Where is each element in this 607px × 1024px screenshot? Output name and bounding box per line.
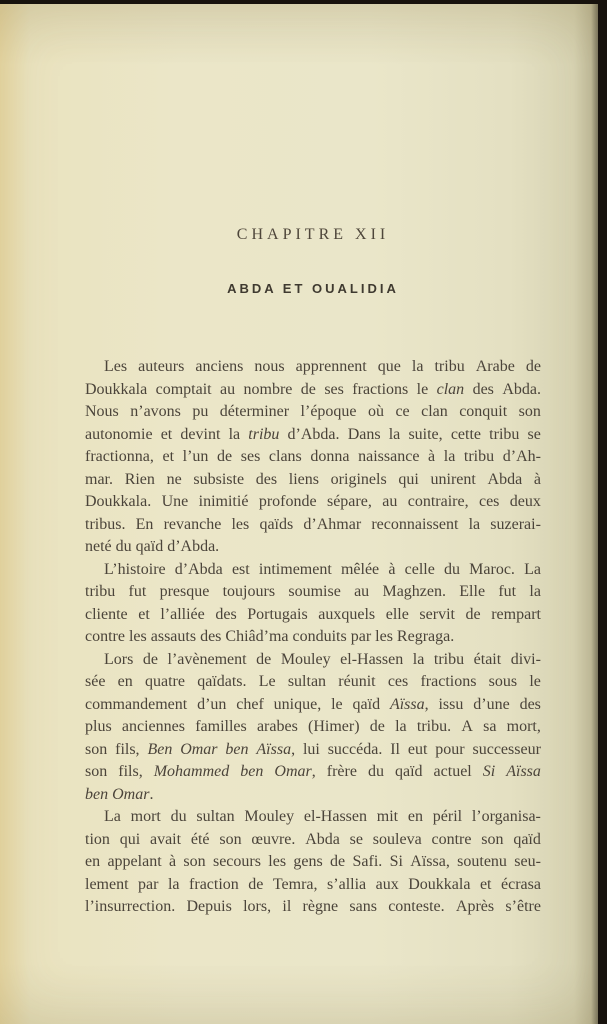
text-line (85, 851, 541, 874)
word: en (117, 673, 133, 690)
word: l’époque (300, 403, 357, 420)
word: du (443, 560, 460, 578)
word: clan (421, 403, 448, 420)
word: unirent (430, 470, 476, 488)
scan-edge-shadow (591, 4, 598, 1024)
word: fils, (115, 740, 140, 758)
word: Rien (124, 470, 155, 488)
word: Elle (459, 583, 486, 600)
word: Abda (305, 830, 340, 848)
word: la (412, 650, 425, 668)
word: tribu (85, 583, 116, 600)
word: l’alliée (160, 605, 205, 623)
word: tribu (489, 425, 520, 443)
word: tribu (434, 358, 465, 375)
word: fractions (420, 673, 477, 690)
word: d’Abda (174, 560, 223, 578)
word: et (160, 425, 173, 443)
word: en (85, 853, 101, 870)
word: s’allia (327, 875, 367, 893)
word: des (472, 380, 494, 398)
word: d’Ahmar (303, 515, 362, 533)
word: à (168, 853, 177, 870)
word: été (190, 830, 210, 848)
word: la (443, 448, 456, 465)
word: déterminer (219, 403, 290, 420)
text-line: neté du qaïd d’Abda. (85, 538, 220, 555)
word: sa (483, 718, 497, 735)
word: Aïssa, (410, 853, 450, 870)
word: d’une (473, 695, 510, 713)
text-line (85, 356, 541, 379)
text-line: contre les assauts des Chiâd’ma conduits par les Regraga. (85, 628, 455, 645)
word: sée (85, 673, 106, 690)
word: lui (302, 740, 320, 758)
word: quatre (144, 673, 185, 690)
word: nous (254, 358, 285, 375)
word: Doukkala (85, 380, 148, 398)
word: liens (288, 470, 319, 488)
word: au (354, 583, 370, 600)
word: de (465, 605, 481, 623)
text-line (85, 514, 541, 537)
word: il (282, 898, 292, 915)
word: les (268, 853, 287, 870)
word: clans (268, 448, 302, 465)
word: Temra, (272, 875, 318, 893)
body-text (85, 356, 541, 919)
word: el-Hassen (340, 650, 404, 668)
word: sépare, (326, 493, 372, 510)
word: aux (375, 875, 399, 893)
word: commandement (85, 695, 188, 713)
word: des (255, 470, 278, 488)
word: mit (376, 808, 399, 825)
word: qaïd (513, 830, 541, 848)
word: conteste. (388, 898, 445, 915)
word: la (468, 515, 481, 533)
word: d’Abda. (287, 425, 340, 443)
word: des (215, 605, 237, 623)
word: fut (128, 583, 147, 600)
word: inimitié (198, 493, 249, 510)
word: son (518, 403, 541, 420)
word: A (461, 718, 473, 735)
word: règne (302, 898, 339, 915)
word: Doukkala (408, 875, 471, 893)
word: conquit (459, 403, 508, 420)
word: Portugais (247, 605, 308, 623)
word: pu (192, 403, 209, 420)
word: tribu (463, 448, 495, 465)
word: familles (195, 718, 247, 735)
word: son (481, 830, 504, 848)
paper-background (0, 4, 598, 1024)
word: cette (450, 425, 482, 443)
word: unique, (273, 695, 322, 713)
word: ne (166, 470, 182, 488)
text-line (85, 716, 541, 739)
word: frère (326, 763, 357, 780)
word: Nous (85, 403, 119, 420)
word: originels (330, 470, 387, 488)
word: deux (509, 493, 541, 510)
word: est (231, 560, 250, 578)
paragraph (85, 649, 541, 807)
text-line (85, 694, 541, 717)
section-title: ABDA ET OUALIDIA (227, 281, 399, 296)
word: lement (85, 875, 129, 893)
word: fractions (352, 380, 409, 398)
paragraph (85, 806, 541, 919)
word: mar. (85, 470, 113, 488)
word: au (382, 493, 398, 510)
word: la (395, 718, 407, 735)
word: qui (119, 830, 141, 848)
word: du (170, 808, 187, 825)
word: d’Ah- (502, 448, 541, 465)
text-line (85, 896, 541, 919)
word: qui (398, 470, 419, 488)
word: le (416, 380, 429, 398)
word: qaïd (352, 695, 381, 713)
word: où (367, 403, 384, 420)
word: réunit (338, 673, 376, 690)
word: se (349, 830, 363, 848)
word: de (525, 358, 541, 375)
word: rempart (491, 605, 541, 623)
word: profonde (258, 493, 317, 510)
word: la (388, 425, 401, 443)
word: son (85, 763, 108, 780)
word: l’avènement (167, 650, 247, 668)
word: tion (85, 830, 110, 848)
word: les (231, 515, 250, 533)
word: Après (455, 898, 495, 915)
word: actuel (433, 763, 472, 780)
word: revanche (163, 515, 222, 533)
word: auxquels (318, 605, 376, 623)
word: fractionna, (85, 448, 154, 465)
word: la (529, 583, 541, 600)
word: autonomie (85, 425, 153, 443)
word: Si (482, 763, 496, 780)
word: cliente (85, 605, 128, 623)
word: Mohammed (153, 763, 230, 780)
word: Omar, (274, 763, 316, 780)
word: divi- (510, 650, 541, 668)
text-line (85, 739, 541, 762)
word: l’organisa- (471, 808, 541, 825)
word: de (369, 718, 385, 735)
word: servit (419, 605, 455, 623)
word: Lors (104, 650, 134, 668)
word: clan (436, 380, 465, 398)
word: reconnaissent (371, 515, 459, 533)
word: mêlée (340, 560, 380, 578)
word: Depuis (186, 898, 232, 915)
word: subsiste (193, 470, 245, 488)
text-line (85, 446, 541, 469)
word: naissance (358, 448, 420, 465)
word: la (228, 425, 241, 443)
word: issu (438, 695, 464, 713)
word: de (248, 875, 264, 893)
word: mort (130, 808, 161, 825)
word: à (428, 448, 436, 465)
word: toujours (222, 583, 276, 600)
word: tribu. (416, 718, 452, 735)
word: contraire, (407, 493, 469, 510)
word: qaïds (259, 515, 294, 533)
text-line (85, 806, 541, 829)
word: et (162, 448, 175, 465)
word: en (407, 808, 423, 825)
word: el-Hassen (303, 808, 368, 825)
word: elle (385, 605, 409, 623)
word: donna (310, 448, 350, 465)
word: l’insurrection. (85, 898, 176, 915)
word: du (367, 763, 384, 780)
word: le (331, 695, 343, 713)
word: de (142, 650, 158, 668)
word: de (330, 853, 346, 870)
word: qaïdats. (197, 673, 247, 690)
word: de (300, 380, 316, 398)
text-line (85, 559, 541, 582)
word: fils, (118, 763, 143, 780)
word: eut (407, 740, 428, 758)
word: le (529, 673, 541, 690)
paragraph (85, 356, 541, 559)
word: ces (478, 493, 500, 510)
word: Mouley (280, 650, 331, 668)
word: anciennes (121, 718, 185, 735)
word: tribu (248, 425, 280, 443)
text-line (85, 379, 541, 402)
word: Aïssa (506, 763, 541, 780)
text-line (85, 671, 541, 694)
word: soumise (288, 583, 341, 600)
text-line (85, 401, 541, 424)
word: L’histoire (104, 560, 166, 578)
word: Arabe (475, 358, 515, 375)
word: ses (324, 380, 344, 398)
word: tribu (433, 650, 465, 668)
word: Maroc. (469, 560, 515, 578)
word: celle (404, 560, 435, 578)
word: l’un (182, 448, 209, 465)
text-line (85, 649, 541, 672)
text-line (85, 829, 541, 852)
word: au (220, 380, 236, 398)
word: gens (293, 853, 323, 870)
word: avait (149, 830, 182, 848)
word: Doukkala. (85, 493, 152, 510)
word: Dans (347, 425, 381, 443)
word: auteurs (138, 358, 185, 375)
word: à (533, 470, 541, 488)
word: Une (161, 493, 189, 510)
word: comptait (155, 380, 212, 398)
word: La (104, 808, 121, 825)
text-line (85, 604, 541, 627)
word: La (524, 560, 541, 578)
word: Omar (180, 740, 218, 758)
word: appelant (107, 853, 162, 870)
word: devint (180, 425, 221, 443)
word: ben (240, 763, 264, 780)
word: ses (240, 448, 261, 465)
word: anciens (195, 358, 244, 375)
word: secours (212, 853, 261, 870)
word: était (473, 650, 502, 668)
word: Mouley (244, 808, 295, 825)
word: En (135, 515, 154, 533)
word: Il (390, 740, 400, 758)
word: suite, (408, 425, 443, 443)
word: arabes (256, 718, 298, 735)
word: succéda. (327, 740, 383, 758)
word: presque (159, 583, 210, 600)
word: Le (258, 673, 276, 690)
word: sultan (196, 808, 235, 825)
word: de (256, 650, 272, 668)
word: suzerai- (490, 515, 541, 533)
word: chef (236, 695, 264, 713)
text-line (85, 469, 541, 492)
word: par (138, 875, 159, 893)
text-line (85, 874, 541, 897)
word: souleva (372, 830, 422, 848)
word: Safi. (352, 853, 383, 870)
word: fraction (189, 875, 239, 893)
word: mort, (506, 718, 541, 735)
word: d’un (197, 695, 227, 713)
word: Abda. (502, 380, 541, 398)
word: sous (488, 673, 518, 690)
word: ce (395, 403, 410, 420)
word: lors, (243, 898, 272, 915)
word: sans (349, 898, 377, 915)
word: nombre (243, 380, 293, 398)
word: et (479, 875, 492, 893)
word: écrasa (500, 875, 541, 893)
word: qaïd (394, 763, 423, 780)
word: Ben (147, 740, 173, 758)
word: Aïssa, (256, 740, 296, 758)
word: contre (431, 830, 472, 848)
word: n’avons (130, 403, 181, 420)
word: tribus. (85, 515, 126, 533)
word: la (167, 875, 180, 893)
word: son (85, 740, 108, 758)
word: son (183, 853, 206, 870)
word: Aïssa, (389, 695, 429, 713)
word: sultan (287, 673, 327, 690)
word: que (377, 358, 401, 375)
word: son (219, 830, 242, 848)
word: fut (498, 583, 517, 600)
text-line (85, 491, 541, 514)
word: Abda (487, 470, 523, 488)
word: se (527, 425, 541, 443)
text-line (85, 424, 541, 447)
word: (Himer) (308, 718, 360, 735)
chapter-title: CHAPITRE XII (236, 226, 390, 243)
word: œuvre. (251, 830, 296, 848)
word: successeur (472, 740, 541, 758)
word: Maghzen. (382, 583, 446, 600)
word: plus (85, 718, 112, 735)
word: la (411, 358, 424, 375)
word: de (217, 448, 233, 465)
paragraph (85, 559, 541, 649)
word: Si (389, 853, 403, 870)
word: Les (104, 358, 128, 375)
word: seu- (514, 853, 541, 870)
word: intimement (258, 560, 332, 578)
word: soutenu (457, 853, 507, 870)
text-line (85, 761, 541, 784)
word: péril (432, 808, 463, 825)
word: pour (435, 740, 465, 758)
text-line (85, 581, 541, 604)
word: à (388, 560, 396, 578)
word: apprennent (295, 358, 367, 375)
text-line: ben Omar. (85, 785, 154, 803)
word: ces (387, 673, 409, 690)
word: et (138, 605, 150, 623)
word: s’être (505, 898, 541, 915)
word: des (519, 695, 541, 713)
word: ben (225, 740, 249, 758)
